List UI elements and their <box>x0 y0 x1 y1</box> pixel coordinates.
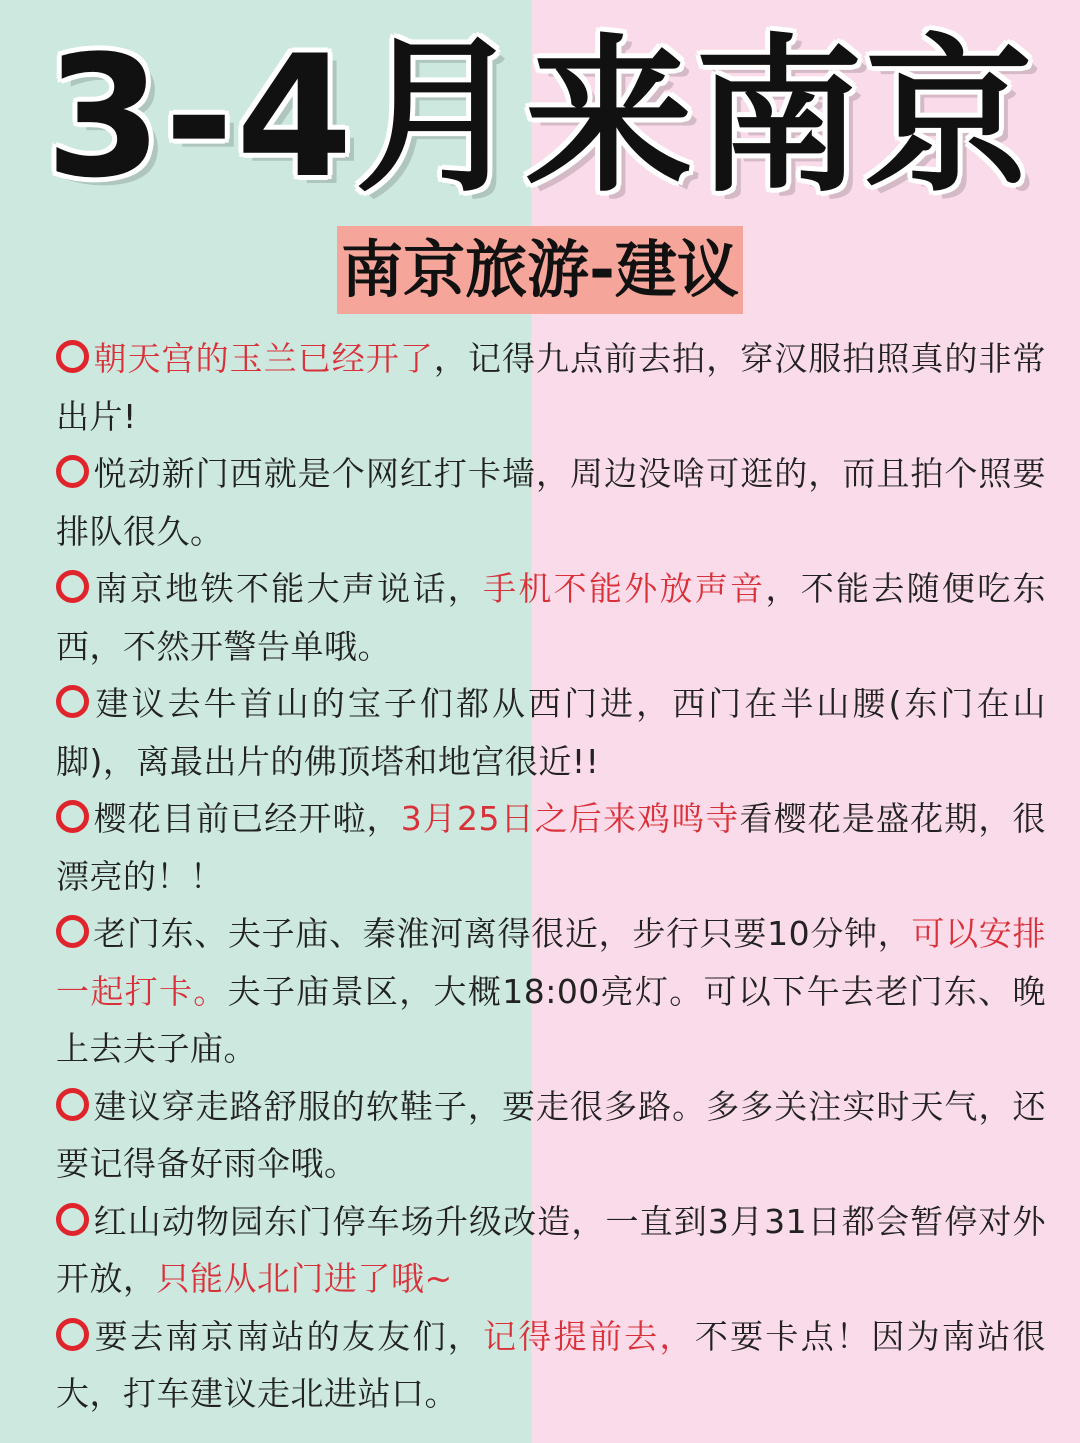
tip-text: 夫子庙景区，大概18:00亮灯。可以下午去老门东、晚上去夫子庙。 <box>56 971 1047 1068</box>
red-ring-icon <box>56 800 89 833</box>
tip-item <box>56 1308 1046 1423</box>
tip-text: 不要卡点！因为南站很大，打车建议走北进站口。 <box>56 1316 1047 1413</box>
red-ring-icon <box>56 1088 89 1121</box>
red-ring-icon <box>56 1203 89 1236</box>
tip-highlight-text: 可以安排一起打卡。 <box>56 914 1046 1011</box>
red-ring-icon <box>56 685 89 718</box>
tip-item <box>56 675 1046 790</box>
tip-text: 建议穿走路舒服的软鞋子，要走很多路。多多关注实时天气，还要记得备好雨伞哦。 <box>56 1086 1046 1183</box>
tip-highlight-text: 手机不能外放声音 <box>483 569 766 608</box>
red-ring-icon <box>56 340 89 373</box>
red-ring-icon <box>56 1318 89 1351</box>
tip-text: 红山动物园东门停车场升级改造，一直到3月31日都会暂停对外开放， <box>56 1201 1046 1298</box>
tip-item <box>56 445 1046 560</box>
subtitle-container <box>0 226 1080 314</box>
tip-item <box>56 905 1046 1078</box>
tip-text: 看樱花是盛花期，很漂亮的！！ <box>56 799 1046 896</box>
tip-highlight-text: 只能从北门进了哦~ <box>156 1259 453 1298</box>
tip-text: 老门东、夫子庙、秦淮河离得很近，步行只要10分钟， <box>93 914 912 953</box>
page-title: 3-4月来南京 <box>45 19 1035 215</box>
tip-text: 樱花目前已经开啦， <box>93 799 401 838</box>
tip-highlight-text: 3月25日之后来鸡鸣寺 <box>400 799 740 838</box>
tip-item <box>56 1078 1046 1193</box>
tip-text: 南京地铁不能大声说话， <box>93 569 484 608</box>
tip-item <box>56 1193 1046 1308</box>
tip-highlight-text: 记得提前去， <box>483 1316 695 1356</box>
subtitle: 南京旅游-建议 <box>337 226 743 314</box>
tip-text: ，不能去随便吃东西，不然开警告单哦。 <box>56 569 1047 666</box>
tip-text: ，记得九点前去拍，穿汉服拍照真的非常出片! <box>56 339 1047 436</box>
tip-text: 建议去牛首山的宝子们都从西门进，西门在半山腰(东门在山脚)，离最出片的佛顶塔和地宫很近!! <box>56 684 1046 781</box>
tip-text: 要去南京南站的友友们， <box>93 1316 484 1356</box>
red-ring-icon <box>56 455 89 488</box>
tip-highlight-text: 朝天宫的玉兰已经开了 <box>93 339 434 378</box>
red-ring-icon <box>56 570 89 603</box>
tip-item <box>56 330 1046 445</box>
tips-list <box>56 330 1046 1423</box>
tip-item <box>56 790 1046 905</box>
tip-text: 悦动新门西就是个网红打卡墙，周边没啥可逛的，而且拍个照要排队很久。 <box>56 454 1046 551</box>
red-ring-icon <box>56 915 89 948</box>
tip-item <box>56 560 1046 675</box>
